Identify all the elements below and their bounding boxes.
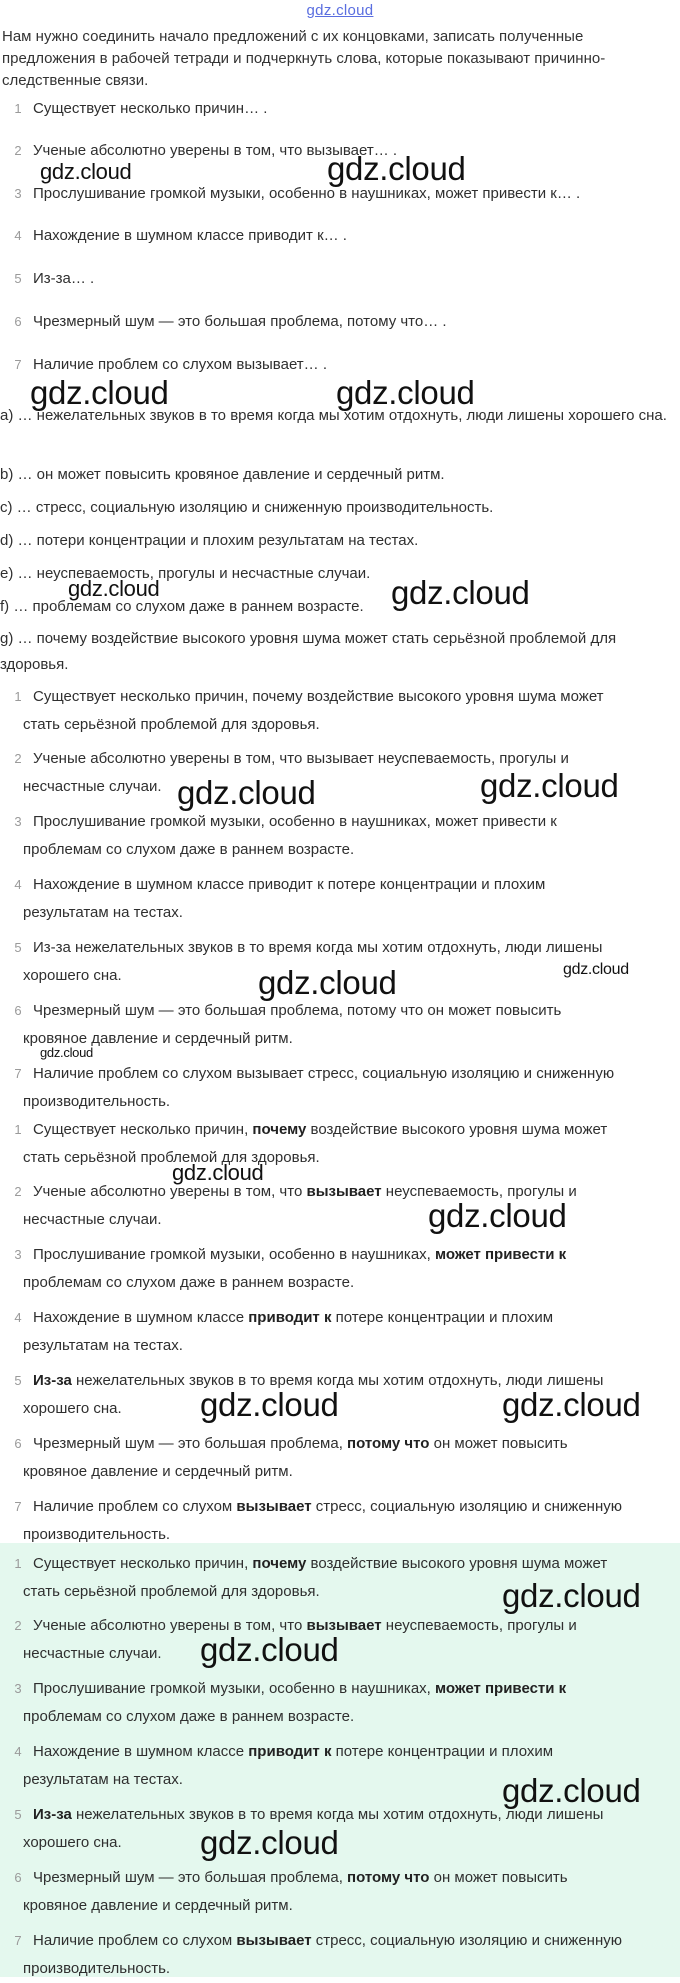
item-number: 4 xyxy=(14,1744,22,1759)
keyword: приводит к xyxy=(248,1743,332,1760)
item-text-pre: Прослушивание громкой музыки, особенно в наушниках, xyxy=(33,1246,436,1263)
item-text-pre: Существует несколько причин, xyxy=(33,1555,253,1572)
item-text: Нахождение в шумном классе приводит к потере концентрации и плохим xyxy=(33,876,546,893)
keyword: может привести к xyxy=(435,1680,567,1697)
list-item xyxy=(0,1060,676,1116)
item-text-cont: проблемам со слухом даже в раннем возрасте. xyxy=(23,841,355,858)
item-number: 1 xyxy=(14,101,22,116)
item-text-post: стресс, социальную изоляцию и сниженную xyxy=(311,1932,622,1949)
ending-item: b) … он может повысить кровяное давление и сердечный ритм. xyxy=(0,466,445,483)
item-text-post: потере концентрации и плохим xyxy=(331,1743,554,1760)
item-text-cont: хорошего сна. xyxy=(23,1834,122,1851)
item-number: 5 xyxy=(14,1373,22,1388)
task-instruction: Нам нужно соединить начало предложений с их концовками, записать полученные предложения в рабочей тетради и подчеркнуть слова, которые показывают причинно-следственные связи. xyxy=(2,28,606,88)
item-text-cont: несчастные случаи. xyxy=(23,778,162,795)
watermark: gdz.cloud xyxy=(327,150,466,187)
watermark: gdz.cloud xyxy=(40,1045,93,1060)
list-item xyxy=(0,871,676,927)
item-text: Ученые абсолютно уверены в том, что вызывает… . xyxy=(33,142,398,159)
ending-item: d) … потери концентрации и плохим результатам на тестах. xyxy=(0,532,419,549)
item-text-cont: производительность. xyxy=(23,1960,171,1977)
keyword: Из-за xyxy=(33,1372,72,1389)
item-text-post: стресс, социальную изоляцию и сниженную xyxy=(311,1498,622,1515)
item-number: 1 xyxy=(14,1122,22,1137)
item-number: 5 xyxy=(14,940,22,955)
watermark: gdz.cloud xyxy=(428,1197,567,1234)
item-text-post: он может повысить xyxy=(429,1869,568,1886)
list-item xyxy=(0,265,676,293)
list-item xyxy=(0,1864,676,1920)
item-number: 6 xyxy=(14,1870,22,1885)
item-text-post: нежелательных звуков в то время когда мы хотим отдохнуть, люди лишены xyxy=(71,1372,604,1389)
item-number: 2 xyxy=(14,751,22,766)
item-text-post: неуспеваемость, прогулы и xyxy=(381,1183,577,1200)
watermark: gdz.cloud xyxy=(502,1772,641,1809)
item-text: Наличие проблем со слухом вызывает стресс, социальную изоляцию и сниженную xyxy=(33,1065,615,1082)
ending-item: a) … нежелательных звуков в то время когда мы хотим отдохнуть, люди лишены хорошего сна. xyxy=(0,407,667,424)
item-text-cont: кровяное давление и сердечный ритм. xyxy=(23,1030,293,1047)
keyword: потому что xyxy=(347,1869,430,1886)
item-text-cont: результатам на тестах. xyxy=(23,1771,183,1788)
list-item xyxy=(0,1675,676,1731)
watermark: gdz.cloud xyxy=(200,1824,339,1861)
watermark: gdz.cloud xyxy=(172,1160,264,1185)
item-text-pre: Чрезмерный шум — это большая проблема, xyxy=(33,1869,348,1886)
item-number: 4 xyxy=(14,1310,22,1325)
item-text-cont: несчастные случаи. xyxy=(23,1211,162,1228)
watermark: gdz.cloud xyxy=(563,961,629,978)
item-text: Наличие проблем со слухом вызывает… . xyxy=(33,356,327,373)
ending-item: g) … почему воздействие высокого уровня шума может стать серьёзной проблемой для здоровья. xyxy=(0,630,617,673)
item-text-cont: кровяное давление и сердечный ритм. xyxy=(23,1897,293,1914)
item-number: 6 xyxy=(14,1003,22,1018)
item-text-pre: Нахождение в шумном классе xyxy=(33,1309,249,1326)
item-text-cont: проблемам со слухом даже в раннем возрасте. xyxy=(23,1708,355,1725)
watermark: gdz.cloud xyxy=(258,964,397,1001)
item-number: 5 xyxy=(14,271,22,286)
item-text-cont: стать серьёзной проблемой для здоровья. xyxy=(23,1583,320,1600)
item-text-cont: результатам на тестах. xyxy=(23,1337,183,1354)
item-text-cont: несчастные случаи. xyxy=(23,1645,162,1662)
watermark: gdz.cloud xyxy=(502,1577,641,1614)
item-number: 1 xyxy=(14,1556,22,1571)
item-number: 4 xyxy=(14,877,22,892)
item-text: Прослушивание громкой музыки, особенно в наушниках, может привести к xyxy=(33,813,557,830)
item-text-cont: стать серьёзной проблемой для здоровья. xyxy=(23,1149,320,1166)
watermark: gdz.cloud xyxy=(391,574,530,611)
item-text-pre: Наличие проблем со слухом xyxy=(33,1498,237,1515)
item-text-pre: Чрезмерный шум — это большая проблема, xyxy=(33,1435,348,1452)
list-item xyxy=(0,1304,676,1360)
ending-item: e) … неуспеваемость, прогулы и несчастные случаи. xyxy=(0,565,371,582)
item-number: 6 xyxy=(14,1436,22,1451)
item-number: 2 xyxy=(14,1184,22,1199)
watermark: gdz.cloud xyxy=(336,374,475,411)
item-text-cont: хорошего сна. xyxy=(23,1400,122,1417)
keyword: вызывает xyxy=(306,1183,382,1200)
item-number: 5 xyxy=(14,1807,22,1822)
item-text-cont: проблемам со слухом даже в раннем возрасте. xyxy=(23,1274,355,1291)
item-text: Прослушивание громкой музыки, особенно в наушниках, может привести к… . xyxy=(33,185,581,202)
item-number: 7 xyxy=(14,1933,22,1948)
watermark: gdz.cloud xyxy=(68,576,160,601)
item-number: 2 xyxy=(14,143,22,158)
list-item xyxy=(0,808,676,864)
site-link[interactable]: gdz.cloud xyxy=(306,2,374,19)
item-number: 7 xyxy=(14,357,22,372)
item-text: Из-за нежелательных звуков в то время когда мы хотим отдохнуть, люди лишены xyxy=(33,939,603,956)
item-text-post: воздействие высокого уровня шума может xyxy=(306,1555,608,1572)
list-item xyxy=(0,1178,676,1234)
keyword: вызывает xyxy=(306,1617,382,1634)
keyword: вызывает xyxy=(236,1498,312,1515)
ending-item: f) … проблемам со слухом даже в раннем возрасте. xyxy=(0,598,364,615)
item-text: Нахождение в шумном классе приводит к… . xyxy=(33,227,347,244)
watermark: gdz.cloud xyxy=(480,767,619,804)
list-item xyxy=(0,1116,676,1172)
keyword: Из-за xyxy=(33,1806,72,1823)
watermark: gdz.cloud xyxy=(30,374,169,411)
ending-item: c) … стресс, социальную изоляцию и сниженную производительность. xyxy=(0,499,494,516)
item-number: 7 xyxy=(14,1066,22,1081)
item-number: 6 xyxy=(14,314,22,329)
item-number: 2 xyxy=(14,1618,22,1633)
item-number: 4 xyxy=(14,228,22,243)
item-text-cont: стать серьёзной проблемой для здоровья. xyxy=(23,716,320,733)
item-number: 1 xyxy=(14,689,22,704)
item-text-post: нежелательных звуков в то время когда мы хотим отдохнуть, люди лишены xyxy=(71,1806,604,1823)
keyword: почему xyxy=(252,1555,307,1572)
item-number: 3 xyxy=(14,1681,22,1696)
item-text-pre: Ученые абсолютно уверены в том, что xyxy=(33,1183,307,1200)
list-item xyxy=(0,222,676,250)
list-item xyxy=(0,1430,676,1486)
item-text-pre: Прослушивание громкой музыки, особенно в наушниках, xyxy=(33,1680,436,1697)
watermark: gdz.cloud xyxy=(502,1386,641,1423)
item-text-post: он может повысить xyxy=(429,1435,568,1452)
list-item xyxy=(0,1927,676,1983)
item-text: Чрезмерный шум — это большая проблема, потому что он может повысить xyxy=(33,1002,562,1019)
list-item xyxy=(0,308,676,336)
watermark: gdz.cloud xyxy=(200,1631,339,1668)
item-text-post: неуспеваемость, прогулы и xyxy=(381,1617,577,1634)
item-text: Чрезмерный шум — это большая проблема, потому что… . xyxy=(33,313,447,330)
list-item xyxy=(0,1493,676,1549)
item-text: Существует несколько причин… . xyxy=(33,100,268,117)
keyword: почему xyxy=(252,1121,307,1138)
item-text-cont: производительность. xyxy=(23,1526,171,1543)
list-item xyxy=(0,95,676,123)
list-item xyxy=(0,683,676,739)
item-text-cont: производительность. xyxy=(23,1093,171,1110)
watermark: gdz.cloud xyxy=(177,774,316,811)
item-text-cont: результатам на тестах. xyxy=(23,904,183,921)
item-text-pre: Наличие проблем со слухом xyxy=(33,1932,237,1949)
list-item xyxy=(0,1241,676,1297)
item-text-post: воздействие высокого уровня шума может xyxy=(306,1121,608,1138)
item-text-post: потере концентрации и плохим xyxy=(331,1309,554,1326)
item-number: 3 xyxy=(14,186,22,201)
keyword: вызывает xyxy=(236,1932,312,1949)
list-item xyxy=(0,997,676,1053)
item-text-cont: хорошего сна. xyxy=(23,967,122,984)
item-text: Существует несколько причин, почему воздействие высокого уровня шума может xyxy=(33,688,604,705)
watermark: gdz.cloud xyxy=(200,1386,339,1423)
item-text-pre: Нахождение в шумном классе xyxy=(33,1743,249,1760)
item-text-cont: кровяное давление и сердечный ритм. xyxy=(23,1463,293,1480)
keyword: может привести к xyxy=(435,1246,567,1263)
item-text-pre: Существует несколько причин, xyxy=(33,1121,253,1138)
item-number: 3 xyxy=(14,1247,22,1262)
item-number: 3 xyxy=(14,814,22,829)
keyword: потому что xyxy=(347,1435,430,1452)
item-number: 7 xyxy=(14,1499,22,1514)
item-text: Ученые абсолютно уверены в том, что вызывает неуспеваемость, прогулы и xyxy=(33,750,569,767)
item-text: Из-за… . xyxy=(33,270,95,287)
watermark: gdz.cloud xyxy=(40,159,132,184)
keyword: приводит к xyxy=(248,1309,332,1326)
item-text-pre: Ученые абсолютно уверены в том, что xyxy=(33,1617,307,1634)
